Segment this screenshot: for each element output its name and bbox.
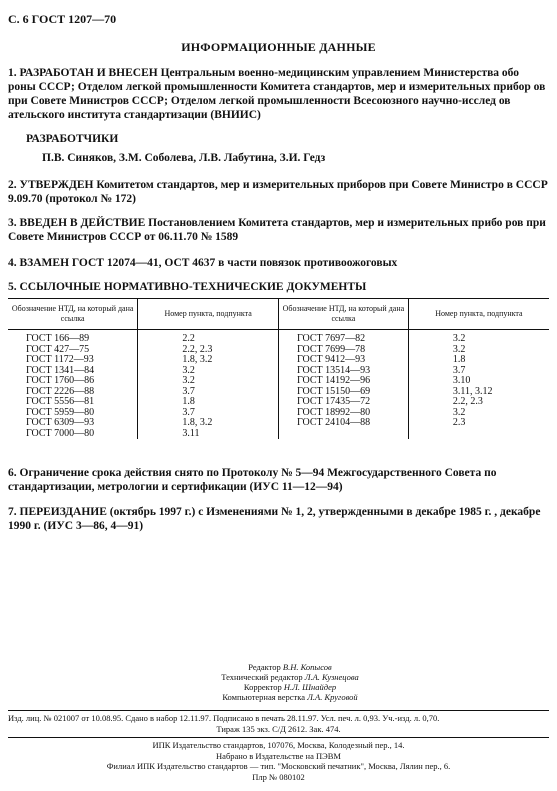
page-header: С. 6 ГОСТ 1207—70 [8, 12, 117, 26]
item-7-text: (октябрь 1997 г.) с Изменениями № 1, 2, утвержденными в декабре 1985 г. , декабре 1990 г. (ИУС 3—86, 4—91) [8, 506, 541, 532]
right-doc-column [297, 334, 404, 429]
item-2 [8, 178, 549, 206]
left-doc-cell-1: ГОСТ 166—89 [26, 333, 90, 344]
left-doc-column [26, 334, 133, 439]
item-6-text: по стандартизации, метрологии и сертификации (ИУС 11—12—94) [8, 467, 497, 493]
imprint-line-2: Тираж 135 экз. С/Д 2612. Зак. 474. [216, 723, 341, 734]
credit-tech-editor: Технический редактор Л.А. Кузнецова [221, 672, 359, 682]
left-item-cell-2: 2.2, 2.3 [182, 343, 213, 355]
right-item-cell-7: 2.2, 2.3 [452, 396, 483, 407]
item-6-number: 6. [8, 467, 17, 479]
imprint-rule-bottom [8, 737, 549, 738]
reference-table [8, 298, 549, 439]
credit-corrector: Корректор Н.Л. Шнайдер [243, 682, 337, 692]
right-doc-cell-7: ГОСТ 17435—72 [296, 396, 371, 407]
right-doc-cell-8: ГОСТ 18992—80 [296, 406, 371, 418]
item-7-lead: ПЕРЕИЗДАНИЕ [19, 506, 107, 518]
item-1-lead: РАЗРАБОТАН И ВНЕСЕН [19, 67, 158, 79]
left-item-cell-10: 3.11 [182, 427, 200, 439]
item-5-lead: ССЫЛОЧНЫЕ НОРМАТИВНО-ТЕХНИЧЕСКИЕ ДОКУМЕНТЫ [19, 281, 367, 293]
publisher-line-1: ИПК Издательство стандартов, 107076, Москва, Колодезный пер., 14. [152, 740, 405, 750]
right-doc-cell-9: ГОСТ 24104—88 [296, 417, 371, 428]
publisher-block [8, 740, 549, 782]
right-doc-cell-5: ГОСТ 14192—96 [296, 375, 371, 386]
left-doc-cell-4: ГОСТ 1341—84 [26, 364, 95, 376]
item-1-number: 1. [8, 67, 17, 79]
imprint-rule-top [8, 710, 549, 711]
header-doc-right: Обозначение НТД, на который дана ссылка [278, 299, 408, 330]
item-5 [8, 280, 549, 294]
left-doc-cell-7: ГОСТ 5556—81 [26, 396, 95, 407]
right-item-cell-4: 3.7 [452, 364, 466, 376]
left-doc-cell-5: ГОСТ 1760—86 [26, 375, 95, 386]
right-doc-cell-1: ГОСТ 7697—82 [296, 333, 366, 344]
credits-block [180, 662, 400, 702]
publisher-line-3: Филиал ИПК Издательство стандартов — тип. "Московский печатник", Москва, Лялин пер., 6. [106, 761, 451, 771]
item-1 [8, 66, 549, 122]
item-6-lead: Ограничение срока действия снято по Протоколу № 5—94 Межгосударственного Совета [19, 467, 482, 479]
item-7-number: 7. [8, 506, 17, 518]
right-item-cell-5: 3.10 [452, 375, 471, 386]
item-4 [8, 256, 549, 270]
item-2-text: Комитетом стандартов, мер и измерительных приборов при Совете Министро в СССР 9.09.70 (протокол № 172) [8, 179, 548, 205]
left-item-cell-5: 3.2 [182, 375, 195, 386]
header-item-left: Номер пункта, подпункта [138, 299, 279, 330]
left-item-cell-6: 3.7 [182, 385, 195, 397]
right-item-cell-6: 3.11, 3.12 [452, 385, 493, 397]
item-3-number: 3. [8, 217, 17, 229]
left-doc-cell-10: ГОСТ 7000—80 [26, 427, 95, 439]
left-doc-cell-8: ГОСТ 5959—80 [26, 406, 95, 418]
item-5-number: 5. [8, 281, 17, 293]
section-title: ИНФОРМАЦИОННЫЕ ДАННЫЕ [181, 40, 376, 54]
right-doc-cell-2: ГОСТ 7699—78 [296, 343, 366, 355]
left-item-cell-7: 1.8 [182, 396, 195, 407]
imprint-line-1: Изд. лиц. № 021007 от 10.08.95. Сдано в набор 12.11.97. Подписано в печать 28.11.97. Усл. печ. л. 0,93. Уч.-изд. л. 0,70. [8, 713, 440, 723]
developers-label: РАЗРАБОТЧИКИ [26, 133, 119, 145]
left-doc-cell-6: ГОСТ 2226—88 [26, 385, 95, 397]
left-item-cell-3: 1.8, 3.2 [182, 354, 213, 365]
item-7 [8, 505, 549, 533]
left-item-cell-1: 2.2 [182, 333, 195, 344]
right-item-cell-8: 3.2 [452, 406, 466, 418]
right-doc-cell-4: ГОСТ 13514—93 [296, 364, 371, 376]
item-6 [8, 466, 549, 494]
left-item-cell-9: 1.8, 3.2 [182, 417, 213, 428]
credit-editor: Редактор В.Н. Копысов [248, 662, 332, 672]
item-4-number: 4. [8, 257, 17, 269]
right-item-cell-1: 3.2 [452, 333, 466, 344]
item-4-text: в части повязок противоожоговых [215, 257, 398, 269]
left-doc-cell-9: ГОСТ 6309—93 [26, 417, 95, 428]
right-item-cell-9: 2.3 [452, 417, 466, 428]
item-2-lead: УТВЕРЖДЕН [19, 179, 94, 191]
left-item-cell-8: 3.7 [182, 406, 195, 418]
item-3-lead: ВВЕДЕН В ДЕЙСТВИЕ [19, 217, 146, 229]
publisher-line-2: Набрано в Издательстве на ПЭВМ [216, 750, 341, 761]
left-doc-cell-2: ГОСТ 427—75 [26, 343, 90, 355]
left-item-column [182, 334, 274, 439]
item-1-text: Центральным военно-медицинским управлением Министерства обо роны СССР; Отделом легкой промышленности Комитета стандартов, мер и измерительных прибор ов при Совете Министров СССР; Отделом легкой промышленности Всесоюзного научно-исслед ов ательского института стандартизации (ВНИИС) [8, 67, 546, 121]
right-doc-cell-6: ГОСТ 15150—69 [296, 385, 371, 397]
developers-names: П.В. Синяков, З.М. Соболева, Л.В. Лабутина, З.И. Гедз [42, 152, 326, 164]
header-item-right: Номер пункта, подпункта [408, 299, 549, 330]
item-3 [8, 216, 549, 244]
right-doc-cell-3: ГОСТ 9412—93 [296, 354, 366, 365]
item-3-text: Постановлением Комитета стандартов, мер и измерительных прибо ров при Совете Министров СССР от 06.11.70 № 1589 [8, 217, 546, 243]
credit-layout: Компьютерная верстка Л.А. Круговой [222, 692, 358, 702]
right-item-column [453, 334, 545, 429]
item-4-lead: ВЗАМЕН ГОСТ 12074—41, ОСТ 4637 [19, 257, 216, 269]
imprint-block [8, 713, 549, 734]
header-doc-left: Обозначение НТД, на который дана ссылка [8, 299, 138, 330]
right-item-cell-2: 3.2 [452, 343, 466, 355]
publisher-line-4: Плр № 080102 [252, 771, 305, 782]
item-2-number: 2. [8, 179, 17, 191]
left-doc-cell-3: ГОСТ 1172—93 [26, 354, 94, 365]
left-item-cell-4: 3.2 [182, 364, 195, 376]
right-item-cell-3: 1.8 [452, 354, 466, 365]
